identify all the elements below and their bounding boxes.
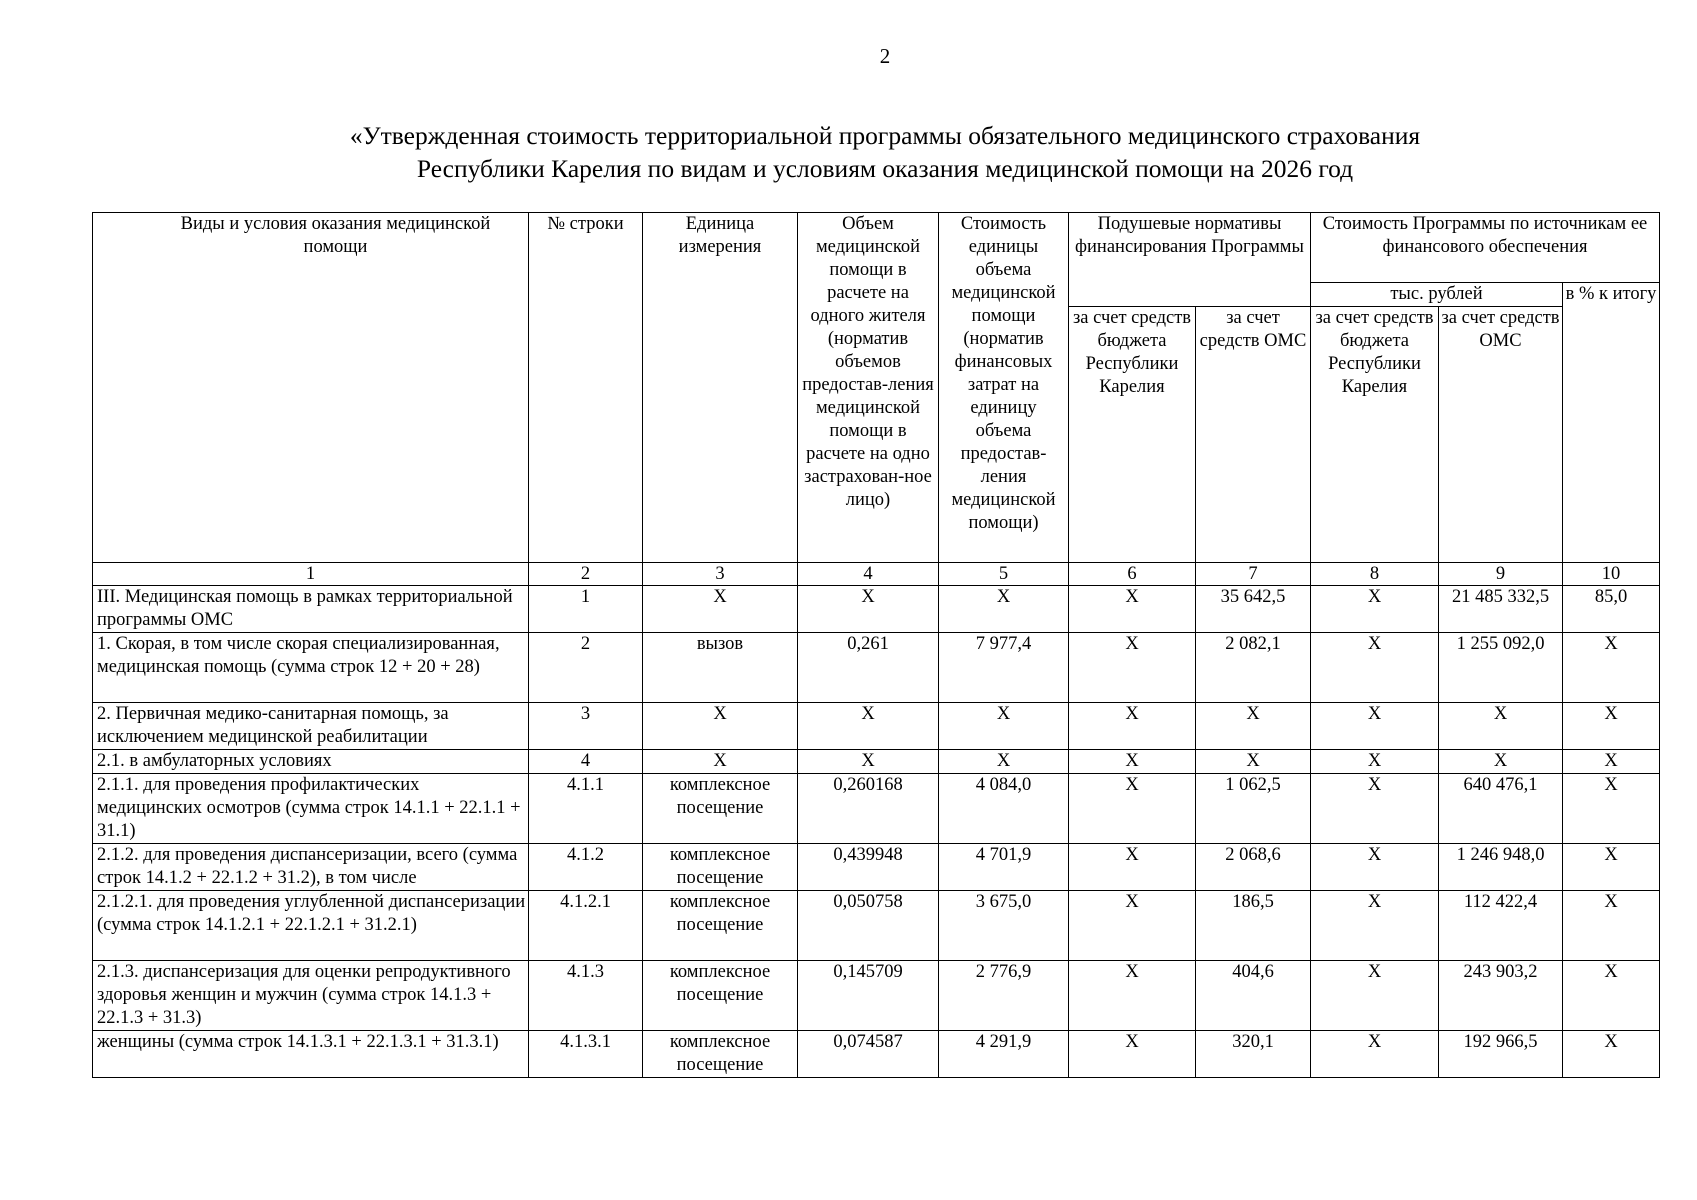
cell-cost-oms: 112 422,4 — [1439, 891, 1563, 961]
cell-unit: комплексное посещение — [643, 1031, 798, 1078]
cell-volume: 0,261 — [798, 633, 939, 703]
cell-cost-budget: X — [1311, 961, 1439, 1031]
cell-kind: женщины (сумма строк 14.1.3.1 + 22.1.3.1 + 31.3.1) — [93, 1031, 529, 1078]
header-cost-oms: за счет средств ОМС — [1439, 307, 1563, 563]
cell-cost-oms: 243 903,2 — [1439, 961, 1563, 1031]
cell-unit: комплексное посещение — [643, 961, 798, 1031]
cell-unit-cost: 7 977,4 — [939, 633, 1069, 703]
cell-cost-oms: 1 255 092,0 — [1439, 633, 1563, 703]
cell-per-capita-budget: X — [1069, 750, 1196, 774]
cell-unit: комплексное посещение — [643, 774, 798, 844]
page-number: 2 — [879, 44, 891, 68]
cell-cost-oms: X — [1439, 703, 1563, 750]
cell-cost-budget: X — [1311, 1031, 1439, 1078]
table-row — [93, 633, 1660, 703]
header-row-number: № строки — [529, 213, 643, 563]
cell-volume: 0,050758 — [798, 891, 939, 961]
cell-per-capita-oms: 2 082,1 — [1196, 633, 1311, 703]
cell-row-number: 3 — [529, 703, 643, 750]
cell-unit: комплексное посещение — [643, 891, 798, 961]
cell-kind: 2. Первичная медико-санитарная помощь, за исключением медицинской реабилитации — [93, 703, 529, 750]
header-percent-total: в % к итогу — [1563, 283, 1660, 563]
cell-unit-cost: 3 675,0 — [939, 891, 1069, 961]
cost-table — [92, 212, 1660, 1078]
cell-row-number: 1 — [529, 586, 643, 633]
column-number: 10 — [1563, 563, 1660, 586]
cell-cost-oms: X — [1439, 750, 1563, 774]
cell-unit-cost: 4 701,9 — [939, 844, 1069, 891]
cell-per-capita-budget: X — [1069, 891, 1196, 961]
table-row — [93, 586, 1660, 633]
column-number: 4 — [798, 563, 939, 586]
cell-per-capita-oms: 320,1 — [1196, 1031, 1311, 1078]
cell-volume: 0,145709 — [798, 961, 939, 1031]
table-row — [93, 844, 1660, 891]
column-number: 5 — [939, 563, 1069, 586]
column-number: 6 — [1069, 563, 1196, 586]
cell-cost-budget: X — [1311, 750, 1439, 774]
column-number: 2 — [529, 563, 643, 586]
cell-row-number: 4.1.2 — [529, 844, 643, 891]
cell-kind: 1. Скорая, в том числе скорая специализированная, медицинская помощь (сумма строк 12 + 20 + 28) — [93, 633, 529, 703]
cell-kind: 2.1.1. для проведения профилактических медицинских осмотров (сумма строк 14.1.1 + 22.1.1 + 31.1) — [93, 774, 529, 844]
cell-row-number: 4.1.3 — [529, 961, 643, 1031]
table-row — [93, 774, 1660, 844]
cell-per-capita-oms: 1 062,5 — [1196, 774, 1311, 844]
cell-per-capita-oms: X — [1196, 750, 1311, 774]
cell-percent: X — [1563, 774, 1660, 844]
header-cost-group: Стоимость Программы по источникам ее финансового обеспечения — [1311, 213, 1660, 283]
cell-row-number: 4.1.2.1 — [529, 891, 643, 961]
cell-per-capita-budget: X — [1069, 774, 1196, 844]
cell-volume: X — [798, 586, 939, 633]
column-number: 8 — [1311, 563, 1439, 586]
cell-volume: 0,074587 — [798, 1031, 939, 1078]
cell-per-capita-budget: X — [1069, 1031, 1196, 1078]
cell-percent: X — [1563, 703, 1660, 750]
cell-row-number: 4.1.3.1 — [529, 1031, 643, 1078]
header-unit-cost: Стоимость единицы объема медицинской помощи (норматив финансовых затрат на единицу объема предостав-ления медицинской помощи) — [939, 213, 1069, 563]
header-cost-budget: за счет средств бюджета Республики Карелия — [1311, 307, 1439, 563]
cell-per-capita-oms: 2 068,6 — [1196, 844, 1311, 891]
cell-kind: 2.1.2.1. для проведения углубленной диспансеризации (сумма строк 14.1.2.1 + 22.1.2.1 + 31.2.1) — [93, 891, 529, 961]
cell-kind: 2.1.3. диспансеризация для оценки репродуктивного здоровья женщин и мужчин (сумма строк 14.1.3 + 22.1.3 + 31.3) — [93, 961, 529, 1031]
cell-per-capita-oms: X — [1196, 703, 1311, 750]
column-number: 7 — [1196, 563, 1311, 586]
table-row — [93, 891, 1660, 961]
title-line-2: Республики Карелия по видам и условиям оказания медицинской помощи на 2026 год — [416, 154, 1354, 183]
cell-per-capita-budget: X — [1069, 844, 1196, 891]
cell-cost-oms: 192 966,5 — [1439, 1031, 1563, 1078]
cell-percent: X — [1563, 750, 1660, 774]
table-row — [93, 1031, 1660, 1078]
cell-cost-oms: 640 476,1 — [1439, 774, 1563, 844]
cell-per-capita-oms: 35 642,5 — [1196, 586, 1311, 633]
cell-percent: 85,0 — [1563, 586, 1660, 633]
cell-percent: X — [1563, 891, 1660, 961]
cell-cost-budget: X — [1311, 703, 1439, 750]
cell-kind: 2.1.2. для проведения диспансеризации, всего (сумма строк 14.1.2 + 22.1.2 + 31.2), в том числе — [93, 844, 529, 891]
cell-unit: комплексное посещение — [643, 844, 798, 891]
cell-percent: X — [1563, 844, 1660, 891]
cell-percent: X — [1563, 961, 1660, 1031]
header-per-capita-budget: за счет средств бюджета Республики Карелия — [1069, 307, 1196, 563]
cell-unit-cost: X — [939, 586, 1069, 633]
cell-per-capita-oms: 186,5 — [1196, 891, 1311, 961]
column-number: 9 — [1439, 563, 1563, 586]
cell-per-capita-budget: X — [1069, 703, 1196, 750]
cell-unit-cost: X — [939, 703, 1069, 750]
cell-row-number: 2 — [529, 633, 643, 703]
cell-per-capita-oms: 404,6 — [1196, 961, 1311, 1031]
title-line-1: «Утвержденная стоимость территориальной программы обязательного медицинского страхования — [349, 121, 1421, 150]
cell-cost-budget: X — [1311, 844, 1439, 891]
header-per-capita-group: Подушевые нормативы финансирования Программы — [1069, 213, 1311, 307]
header-unit: Единица измерения — [643, 213, 798, 563]
cell-row-number: 4.1.1 — [529, 774, 643, 844]
cell-volume: X — [798, 703, 939, 750]
table-row — [93, 750, 1660, 774]
document-title — [0, 119, 1697, 185]
cell-unit: X — [643, 750, 798, 774]
cell-kind: 2.1. в амбулаторных условиях — [93, 750, 529, 774]
header-volume: Объем медицинской помощи в расчете на одного жителя (норматив объемов предостав-ления медицинской помощи в расчете на одно застрахован-ное лицо) — [798, 213, 939, 563]
cell-volume: 0,260168 — [798, 774, 939, 844]
cell-unit-cost: 4 291,9 — [939, 1031, 1069, 1078]
cell-cost-oms: 21 485 332,5 — [1439, 586, 1563, 633]
column-number-row — [93, 563, 1660, 586]
cell-volume: X — [798, 750, 939, 774]
cell-unit-cost: 4 084,0 — [939, 774, 1069, 844]
cell-kind: III. Медицинская помощь в рамках территориальной программы ОМС — [93, 586, 529, 633]
cell-unit: X — [643, 586, 798, 633]
column-number: 1 — [93, 563, 529, 586]
header-kinds: Виды и условия оказания медицинской помощи — [93, 213, 529, 563]
cell-volume: 0,439948 — [798, 844, 939, 891]
cell-row-number: 4 — [529, 750, 643, 774]
table-row — [93, 703, 1660, 750]
cell-cost-budget: X — [1311, 891, 1439, 961]
cell-cost-budget: X — [1311, 586, 1439, 633]
header-per-capita-oms: за счет средств ОМС — [1196, 307, 1311, 563]
cell-percent: X — [1563, 1031, 1660, 1078]
cell-unit: X — [643, 703, 798, 750]
cell-unit: вызов — [643, 633, 798, 703]
column-number: 3 — [643, 563, 798, 586]
cell-per-capita-budget: X — [1069, 586, 1196, 633]
header-thousand-rub: тыс. рублей — [1311, 283, 1563, 307]
table-row — [93, 961, 1660, 1031]
cell-cost-oms: 1 246 948,0 — [1439, 844, 1563, 891]
cell-percent: X — [1563, 633, 1660, 703]
cell-per-capita-budget: X — [1069, 633, 1196, 703]
cell-unit-cost: X — [939, 750, 1069, 774]
cell-unit-cost: 2 776,9 — [939, 961, 1069, 1031]
cell-cost-budget: X — [1311, 633, 1439, 703]
cell-cost-budget: X — [1311, 774, 1439, 844]
cell-per-capita-budget: X — [1069, 961, 1196, 1031]
